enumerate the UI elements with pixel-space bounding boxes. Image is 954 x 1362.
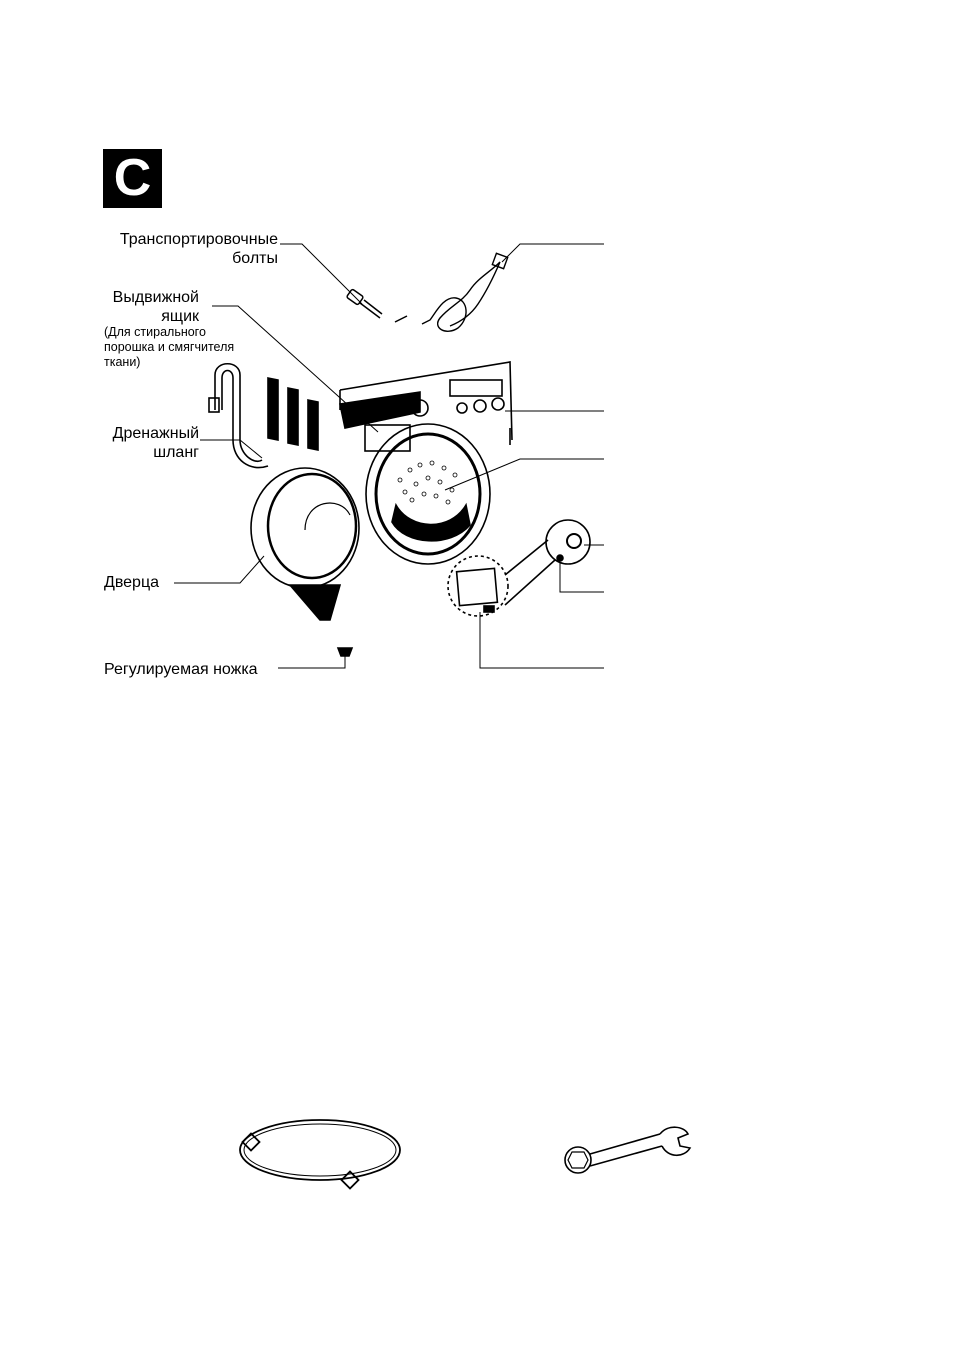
label-drawer-line1: Выдвижной — [112, 289, 199, 306]
label-drawer-note-line1: (Для стирального — [104, 325, 206, 339]
drain-hose-icon — [209, 364, 268, 468]
section-badge: C — [103, 149, 162, 208]
label-drawer-note-line2: порошка и смягчителя — [104, 340, 235, 354]
label-transport-bolts-line1: Транспортировочные — [119, 231, 278, 248]
inlet-hose-icon — [240, 1120, 400, 1188]
label-door: Дверца — [104, 574, 160, 591]
label-drawer-note-line3: ткани) — [104, 355, 141, 369]
transport-bolt-icon — [346, 289, 407, 322]
label-drain-hose-line1: Дренажный — [112, 425, 199, 442]
spanner-icon — [565, 1127, 690, 1173]
label-drawer-line2: ящик — [161, 308, 199, 325]
washing-machine-icon — [251, 362, 590, 656]
label-drain-hose-line2: шланг — [153, 444, 199, 461]
power-cord-icon — [422, 253, 508, 331]
label-transport-bolts-line2: болты — [232, 250, 278, 267]
label-adjustable-foot: Регулируемая ножка — [104, 661, 258, 678]
